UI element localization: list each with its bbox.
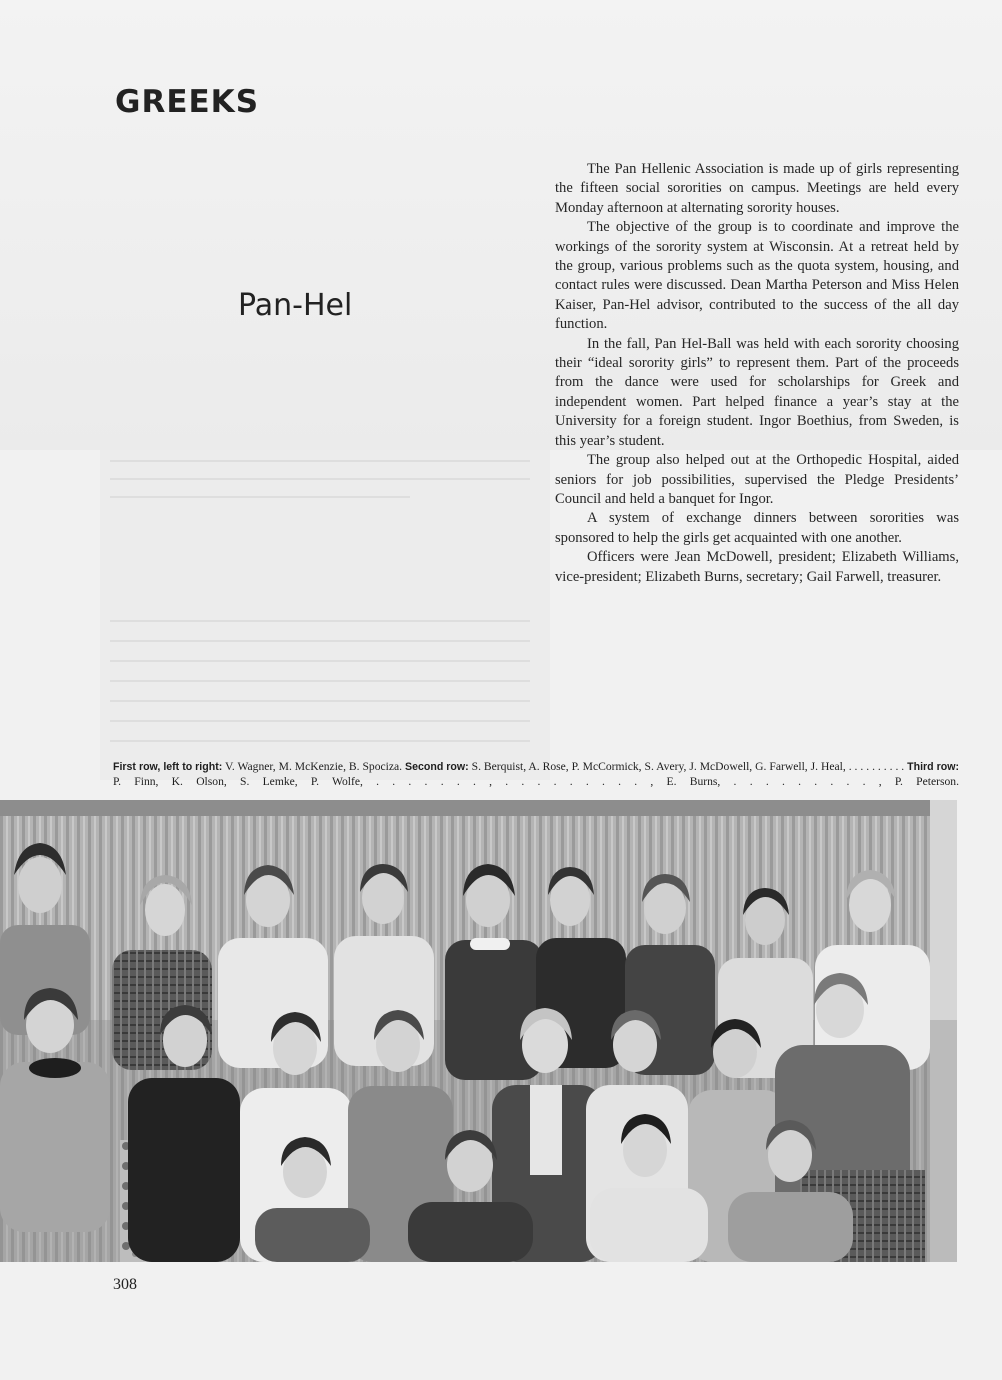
caption-second-row-names: S. Berquist, A. Rose, P. McCormick, S. Avery, J. McDowell, G. Farwell, J. Heal, . . . . . . . . . . <box>471 760 905 773</box>
body-paragraph: Officers were Jean McDowell, president; Elizabeth Williams, vice-president; Elizabeth Burns, secretary; Gail Farwell, treasurer. <box>555 549 959 585</box>
section-title: GREEKS <box>115 84 260 120</box>
caption-third-row-names: P. Finn, K. Olson, S. Lemke, P. Wolfe, . . . . . . . , . . . . . . . . . , E. Burns, . . . . . . . . . , P. Peterson. <box>113 774 959 788</box>
bleed-through-area <box>100 450 550 780</box>
caption-first-row-names: V. Wagner, M. McKenzie, B. Spociza. <box>224 760 403 773</box>
body-paragraph: In the fall, Pan Hel-Ball was held with each sorority choosing their “ideal sorority girls” to represent them. Part of the proceeds from the dance were used for scholarships for Greek and independent women. Part helped finance a year’s stay at the University for a foreign student. Ingor Boethius, from Sweden, is this year’s student. <box>555 335 959 449</box>
page-number: 308 <box>113 1276 137 1293</box>
photo-caption <box>113 760 959 789</box>
caption-first-row-label: First row, left to right: <box>113 761 223 773</box>
body-paragraph: The group also helped out at the Orthopedic Hospital, aided seniors for job possibilities, supervised the Pledge Presidents’ Council and held a banquet for Ingor. <box>555 452 959 507</box>
group-photo-image <box>0 800 957 1262</box>
caption-third-row-label: Third row: <box>907 761 959 773</box>
body-paragraph: A system of exchange dinners between sororities was sponsored to help the girls get acquainted with one another. <box>555 510 959 546</box>
body-paragraph: The Pan Hellenic Association is made up of girls representing the fifteen social sororities on campus. Meetings are held every Monday afternoon at alternating sorority houses. <box>555 161 959 216</box>
body-paragraph: The objective of the group is to coordinate and improve the workings of the sorority system at Wisconsin. At a retreat held by the group, various problems such as the quota system, housing, and contact rules were discussed. Dean Martha Peterson and Miss Helen Kaiser, Pan-Hel advisor, contributed to the success of the all day function. <box>555 219 959 333</box>
caption-second-row-label: Second row: <box>405 761 469 773</box>
subsection-title: Pan-Hel <box>238 288 353 323</box>
body-text <box>555 160 959 587</box>
